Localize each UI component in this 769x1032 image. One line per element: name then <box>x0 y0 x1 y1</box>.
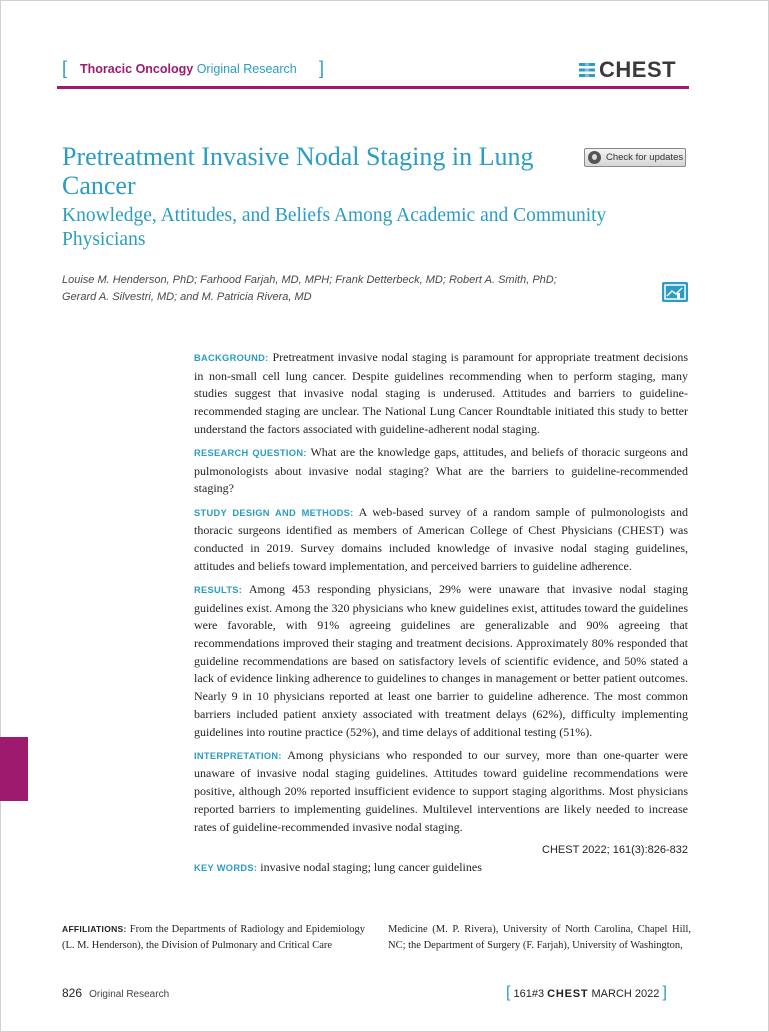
abstract-background <box>194 349 688 439</box>
interpretation-label: INTERPRETATION: <box>194 750 282 761</box>
footer-date: MARCH 2022 <box>591 988 660 1000</box>
article-type: Original Research <box>196 62 297 76</box>
keywords-label: KEY WORDS: <box>194 863 258 874</box>
abstract-interpretation <box>194 747 688 837</box>
methods-label: STUDY DESIGN AND METHODS: <box>194 507 354 518</box>
research-question-text: What are the knowledge gaps, attitudes, and beliefs of thoracic surgeons and pulmonologists about invasive nodal staging? What are the barriers to guideline-recommended staging? <box>194 445 688 496</box>
journal-header <box>62 58 692 80</box>
background-label: BACKGROUND: <box>194 353 269 363</box>
citation: CHEST 2022; 161(3):826-832 <box>542 843 688 856</box>
abstract-methods <box>194 504 688 576</box>
author-list <box>62 272 622 306</box>
chest-logo[interactable] <box>578 58 676 82</box>
journal-alerts-icon[interactable] <box>662 282 688 302</box>
side-tab <box>0 737 28 801</box>
abstract-results <box>194 581 688 741</box>
footer-left <box>62 986 169 1000</box>
background-text: Pretreatment invasive nodal staging is paramount for appropriate treatment decisions in non-small cell lung cancer. Despite guidelines recommending when to perform staging, many studies suggest that invasive nodal staging is underused. Attitudes and barriers to guideline-recommended staging are unclear. The National Lung Cancer Roundtable initiated this study to better understand the factors associated with guideline-adherent nodal staging. <box>194 350 688 436</box>
header-rule <box>57 86 689 89</box>
abstract <box>194 349 688 884</box>
interpretation-text: Among physicians who responded to our survey, more than one-quarter were unaware of invasive nodal staging guidelines. Attitudes toward guideline recommendations were positive, although 20% reported insufficient evidence to support staging algorithms. Most physicians reported barriers to implementing guidelines. Multilevel interventions are likely needed to increase rates of guideline-recommended invasive nodal staging. <box>194 747 688 834</box>
author-line-2: Gerard A. Silvestri, MD; and M. Patricia Rivera, MD <box>62 291 312 303</box>
footer-right <box>506 984 667 1002</box>
affiliations-left-text: From the Departments of Radiology and Epidemiology (L. M. Henderson), the Division of Pulmonary and Critical Care <box>62 924 365 951</box>
header-bracket-left: [ <box>62 58 68 78</box>
abstract-keywords <box>194 859 688 878</box>
page-number: 826 <box>62 986 83 1000</box>
methods-text: A web-based survey of a random sample of pulmonologists and thoracic surgeons identified as members of American College of Chest Physicians (CHEST) was conducted in 2019. Survey domains included knowledge of invasive nodal staging guidelines, attitudes and beliefs toward implementation, and perceived barriers to guideline adherence. <box>194 504 689 573</box>
footer-bracket-right: ] <box>662 984 667 1001</box>
check-for-updates-button[interactable] <box>584 148 686 167</box>
article-title: Pretreatment Invasive Nodal Staging in Lung Cancer <box>62 142 534 200</box>
footer-volume-issue: 161#3 <box>513 988 545 1000</box>
footer-journal: CHEST <box>547 988 589 1000</box>
footer-bracket-left: [ <box>506 984 511 1001</box>
section-topic: Thoracic Oncology <box>80 62 194 76</box>
chest-logo-text: CHEST <box>599 57 677 82</box>
section-label <box>80 61 297 77</box>
crossmark-icon <box>588 151 601 164</box>
check-for-updates-label: Check for updates <box>606 152 684 163</box>
header-bracket-right: ] <box>319 58 325 78</box>
affiliations-right-text: Medicine (M. P. Rivera), University of North Carolina, Chapel Hill, NC; the Department of Surgery (F. Farjah), University of Washington, <box>388 924 691 951</box>
author-line-1: Louise M. Henderson, PhD; Farhood Farjah, MD, MPH; Frank Detterbeck, MD; Robert A. Smith, PhD; <box>62 274 557 286</box>
citation-row <box>194 842 688 860</box>
article-subtitle: Knowledge, Attitudes, and Beliefs Among Academic and Community Physicians <box>62 205 607 250</box>
affiliations-right <box>388 922 691 953</box>
abstract-research-question <box>194 444 688 498</box>
affiliations-left <box>62 922 365 953</box>
footer-section: Original Research <box>89 989 170 1000</box>
research-question-label: RESEARCH QUESTION: <box>194 448 307 459</box>
keywords-text: invasive nodal staging; lung cancer guidelines <box>260 860 482 875</box>
chest-logo-mark-icon <box>578 61 596 79</box>
affiliations-label: AFFILIATIONS: <box>62 924 127 934</box>
results-text: Among 453 responding physicians, 29% were unaware that invasive nodal staging guidelines exist. Among the 320 physicians who knew guidelines exist, attitudes toward the guidelines were favorable, with 91% agreeing guidelines are generalizable and 90% agreeing that recommendations improved their staging and treatment decisions. Approximately 80% responded that guideline recommendations are based on satisfactory levels of scientific evidence, and 50% stated a lack of evidence linking adherence to guidelines to changes in management or better patient outcomes. Nearly 9 in 10 physicians reported at least one barrier to guideline adherence. The most common barriers included patient anxiety associated with treatment delays (62%), difficulty implementing guidelines into routine practice (52%), and time delays of additional testing (51%). <box>194 581 689 739</box>
results-label: RESULTS: <box>194 584 243 595</box>
